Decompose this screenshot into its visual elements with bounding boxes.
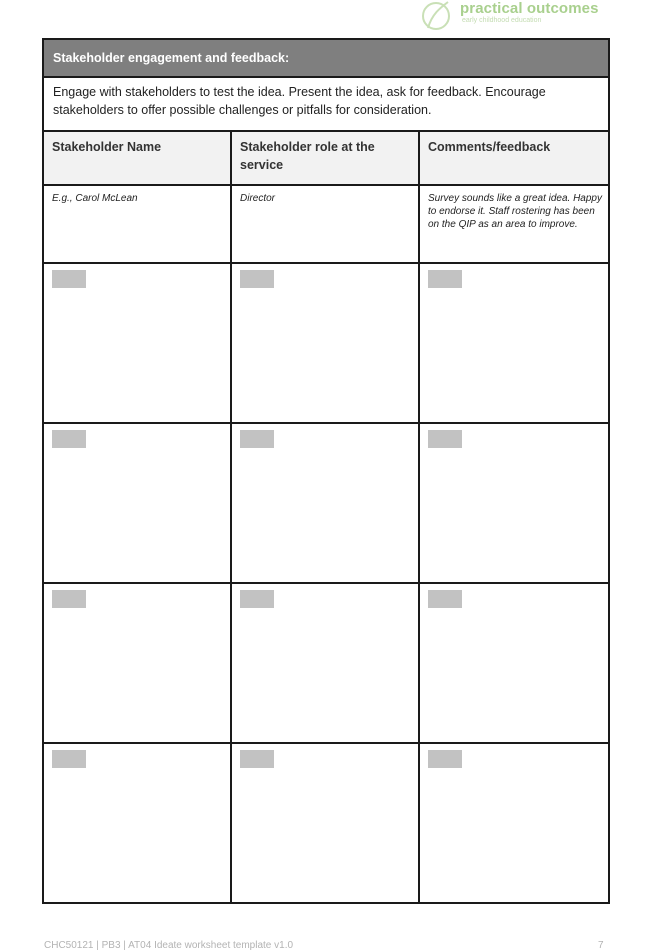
footer-document-id: CHC50121 | PB3 | AT04 Ideate worksheet template v1.0 [44,940,294,951]
example-role: Director [231,185,419,263]
table-row [43,583,609,743]
stakeholder-name-field[interactable] [52,270,86,288]
column-header-name: Stakeholder Name [43,131,231,185]
stakeholder-table [42,38,610,904]
table-row [43,263,609,423]
example-name: E.g., Carol McLean [43,185,231,263]
comments-field[interactable] [428,430,462,448]
example-row [43,185,609,263]
logo [418,0,618,36]
section-title: Stakeholder engagement and feedback: [43,39,609,77]
footer-page-number: 7 [598,940,604,951]
column-header-role: Stakeholder role at the service [231,131,419,185]
comments-field[interactable] [428,750,462,768]
section-instructions: Engage with stakeholders to test the idea. Present the idea, ask for feedback. Encourage stakeholders to offer possible challenges or pitfalls for consideration. [43,77,609,131]
leaf-circle-logo-icon [418,0,458,36]
logo-name: practical outcomes [460,0,599,17]
comments-field[interactable] [428,590,462,608]
stakeholder-name-field[interactable] [52,750,86,768]
stakeholder-name-field[interactable] [52,430,86,448]
stakeholder-role-field[interactable] [240,270,274,288]
stakeholder-role-field[interactable] [240,750,274,768]
column-header-comments: Comments/feedback [419,131,609,185]
table-header-row [43,131,609,185]
table-row [43,743,609,903]
comments-field[interactable] [428,270,462,288]
table-row [43,423,609,583]
example-comment: Survey sounds like a great idea. Happy to endorse it. Staff rostering has been on the QIP as an area to improve. [419,185,609,263]
stakeholder-role-field[interactable] [240,430,274,448]
stakeholder-name-field[interactable] [52,590,86,608]
stakeholder-role-field[interactable] [240,590,274,608]
logo-tagline: early childhood education [462,17,542,24]
